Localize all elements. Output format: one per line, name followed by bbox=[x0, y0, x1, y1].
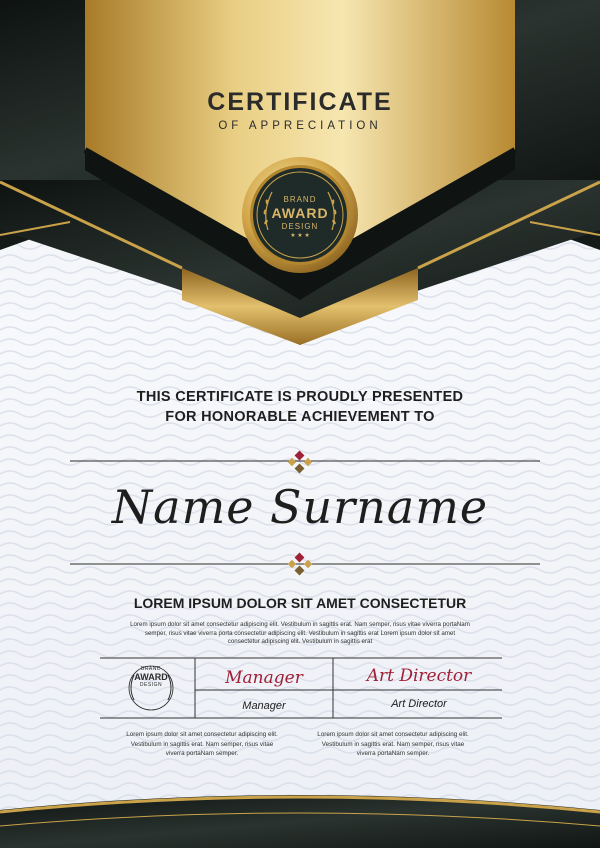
footer-text-right: Lorem ipsum dolor sit amet consectetur adipiscing elit. Vestibulum in sagittis erat. Nam semper, risus vitae viverra portaNam semper. bbox=[317, 731, 469, 757]
mini-award-seal bbox=[126, 666, 176, 688]
signature-manager: Manager bbox=[225, 668, 303, 688]
recipient-name: Name Surname bbox=[111, 480, 489, 534]
certificate-title: CERTIFICATE bbox=[207, 88, 393, 116]
presented-line-1: THIS CERTIFICATE IS PROUDLY PRESENTED bbox=[136, 389, 464, 405]
signature-art-director: Art Director bbox=[366, 666, 472, 686]
lorem-body: Lorem ipsum dolor sit amet consectetur adipiscing elit. Vestibulum in sagittis erat. Nam semper, risus vitae viverra portaNam semper, risus vitae viverra porta consectetur adipiscing elit. Vestibulum in sagittis erat Lorem ipsum dolor sit amet consectetur adipiscing elit. Vestibulum in sagittis erat bbox=[130, 621, 470, 646]
mini-seal-line-brand: BRAND bbox=[140, 666, 161, 672]
certificate-subtitle: OF APPRECIATION bbox=[218, 120, 382, 132]
seal-line-award: AWARD bbox=[271, 205, 329, 221]
mini-seal-line-award: AWARD bbox=[134, 672, 168, 682]
seal-stars-icon: ★ ★ ★ bbox=[290, 233, 310, 239]
seal-line-design: DESIGN bbox=[281, 222, 319, 231]
lorem-heading: LOREM IPSUM DOLOR SIT AMET CONSECTETUR bbox=[133, 595, 467, 611]
role-manager: Manager bbox=[242, 700, 286, 712]
seal-line-brand: BRAND bbox=[283, 195, 317, 204]
presented-line-2: FOR HONORABLE ACHIEVEMENT TO bbox=[165, 409, 435, 425]
mini-seal-line-design: DESIGN bbox=[139, 682, 163, 688]
footer-text-left: Lorem ipsum dolor sit amet consectetur adipiscing elit. Vestibulum in sagittis erat. Nam semper, risus vitae viverra portaNam semper. bbox=[126, 731, 278, 757]
award-seal bbox=[265, 195, 335, 239]
role-art-director: Art Director bbox=[391, 698, 447, 710]
